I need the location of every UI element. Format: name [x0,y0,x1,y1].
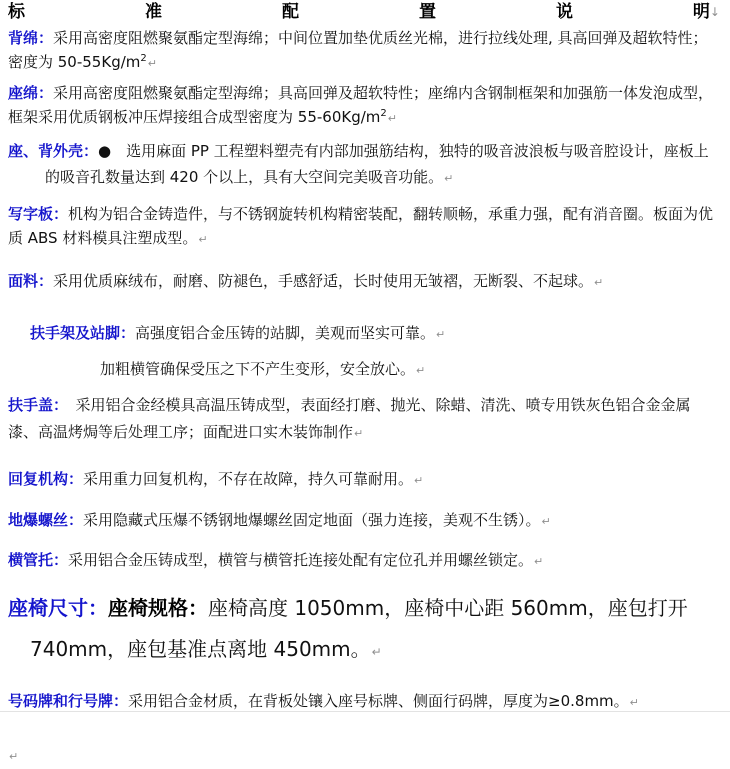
paragraph-mark-icon: ↵ [629,696,639,709]
section-label: 扶手架及站脚： [30,324,136,342]
section-armrest-frame-note [100,357,720,383]
section-crossbar-bracket [8,548,720,574]
paragraph-mark-icon: ↵ [436,328,446,341]
title-char: 置 [418,2,436,22]
section-label: 扶手盖： [8,396,61,414]
section-label: 座、背外壳： [8,142,99,160]
section-text: 采用隐藏式压爆不锈钢地爆螺丝固定地面（强力连接，美观不生锈）。 [83,511,541,529]
title-char: 说 [555,2,573,22]
paragraph-mark-icon: ↵ [416,364,426,377]
section-seat-dimensions [8,588,720,673]
section-seat-back-shell [8,138,720,192]
section-armrest-frame-feet [30,321,720,347]
superscript: 2 [140,53,147,64]
section-seat-foam [8,81,720,131]
section-text: 机构为铝合金铸造件，与不锈钢旋转机构精密装配，翻转顺畅，承重力强，配有消音圈。板面为优质 ABS 材料模具注塑成型。 [8,205,714,247]
title-char: 标 [8,2,25,22]
section-label: 横管托： [8,551,69,569]
paragraph-mark-icon: ↵ [147,57,157,70]
section-text: 采用铝合金经模具高温压铸成型，表面经打磨、抛光、除蜡、清洗、喷专用铁灰色铝合金金属漆、高温烤焗等后处理工序；面配进口实木装饰制作 [8,396,691,441]
section-label: 回复机构： [8,470,84,488]
paragraph-mark-icon: ↵ [594,276,604,289]
superscript: 2 [380,108,387,119]
title-char: 配 [281,2,299,22]
section-text: 采用高密度阻燃聚氨酯定型海绵；中间位置加垫优质丝光棉，进行拉线处理, 具高回弹及超软特性；密度为 50-55Kg/m [8,29,708,71]
page-title [8,2,720,23]
section-label: 面料： [8,272,54,290]
section-text: 采用优质麻绒布，耐磨、防褪色，手感舒适，长时使用无皱褶，无断裂、不起球。 [53,272,594,290]
spec-label: 座椅规格： [108,596,208,620]
section-label: 背绵： [8,29,54,47]
section-label: 座椅尺寸： [8,596,108,620]
paragraph-mark-icon: ↵ [444,172,454,185]
paragraph-mark-icon: ↵ [541,515,551,528]
paragraph-mark-icon: ↵ [387,112,397,125]
section-label: 座绵： [8,84,54,102]
section-text: 座椅高度 1050mm，座椅中心距 560mm，座包打开 740mm，座包基准点离地 450mm。 [30,596,688,661]
section-label: 号码牌和行号牌： [8,692,129,710]
paragraph-mark-icon: ↵ [9,750,19,763]
section-text: 采用铝合金材质，在背板处镶入座号标牌、侧面行码牌，厚度为≥0.8mm。 [128,692,629,710]
section-text: 加粗横管确保受压之下不产生变形，安全放心。 [100,360,416,378]
section-label: 地爆螺丝： [8,511,84,529]
trailing-empty-paragraph [8,743,720,769]
section-fabric [8,269,720,295]
section-anchor-bolt [8,508,720,534]
section-return-mechanism [8,467,720,493]
section-text: ● 选用麻面 PP 工程塑料塑壳有内部加强筋结构，独特的吸音波浪板与吸音腔设计，座板上的吸音孔数量达到 420 个以上，具有大空间完美吸音功能。 [45,142,709,186]
section-armrest-cover [8,392,720,447]
paragraph-mark-icon: ↵ [354,427,364,440]
section-text: 高强度铝合金压铸的站脚，美观而坚实可靠。 [135,324,436,342]
title-char: 明 [692,2,710,22]
paragraph-mark-icon: ↓ [709,5,720,19]
title-char: 准 [144,2,162,22]
section-back-foam [8,26,720,76]
section-text: 采用重力回复机构，不存在故障，持久可靠耐用。 [83,470,414,488]
section-writing-board [8,202,720,252]
section-number-plates [8,689,720,715]
paragraph-mark-icon: ↵ [534,555,544,568]
section-text: 采用高密度阻燃聚氨酯定型海绵；具高回弹及超软特性；座绵内含钢制框架和加强筋一体发泡成型，框架采用优质钢板冲压焊接组合成型密度为 55-60Kg/m [8,84,714,126]
paragraph-mark-icon: ↵ [414,474,424,487]
section-text: 采用铝合金压铸成型，横管与横管托连接处配有定位孔并用螺丝锁定。 [68,551,534,569]
paragraph-mark-icon: ↵ [198,233,208,246]
paragraph-mark-icon: ↵ [371,645,382,659]
section-label: 写字板： [8,205,69,223]
